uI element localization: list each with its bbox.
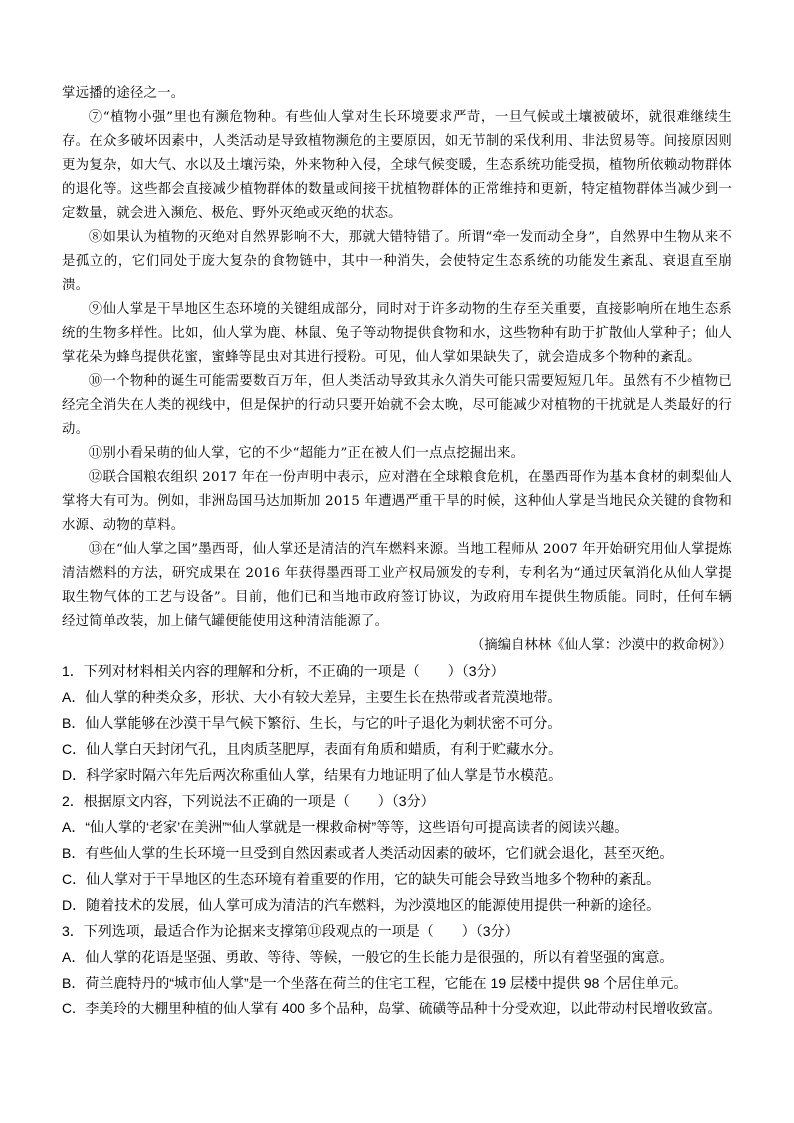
- option-a: A．“仙人掌的‘老家’在美洲”“仙人掌就是一棵救命树”等等，这些语句可提高读者的阅读兴趣。: [62, 819, 629, 835]
- option-b: B．荷兰鹿特丹的“城市仙人掌”是一个坐落在荷兰的住宅工程，它能在 19 层楼中提供 98 个居住单元。: [62, 975, 688, 991]
- question-list: [62, 658, 732, 1022]
- option-d: D．科学家时隔六年先后两次称重仙人掌，结果有力地证明了仙人掌是节水模范。: [62, 767, 563, 783]
- option-c: C．李美玲的大棚里种植的仙人掌有 400 多个品种，岛掌、硫磺等品种十分受欢迎，以此带动村民增收致富。: [62, 1001, 722, 1016]
- option-c: C．仙人掌对于干旱地区的生态环境有着重要的作用，它的缺失可能会导致当地多个物种的紊乱。: [62, 871, 661, 887]
- option-b: B．仙人掌能够在沙漠干旱气候下繁衍、生长，与它的叶子退化为刺状密不可分。: [62, 715, 562, 731]
- question-1: [62, 658, 732, 788]
- option-a: A．仙人掌的花语是坚强、勇敢、等待、等候，一般它的生长能力是很强的，所以有着坚强的寓意。: [62, 949, 674, 965]
- question-stem: 2．根据原文内容，下列说法不正确的一项是（ ）（3分）: [62, 793, 435, 809]
- reading-passage: [62, 82, 732, 634]
- option-d: D．随着技术的发展，仙人掌可成为清洁的汽车燃料，为沙漠地区的能源使用提供一种新的途径。: [62, 897, 661, 913]
- paragraph-10: ⑩一个物种的诞生可能需要数百万年，但人类活动导致其永久消失可能只需要短短几年。虽然有不少植物已经完全消失在人类的视线中，但是保护的行动只要开始就不会太晚，尽可能减少对植物的干扰就是人类最好的行动。: [62, 374, 732, 437]
- paragraph-intro-tail: 掌远播的途径之一。: [62, 86, 185, 101]
- paragraph-8: ⑧如果认为植物的灭绝对自然界影响不大，那就大错特错了。所谓“牵一发而动全身”，自然界中生物从来不是孤立的，它们同处于庞大复杂的食物链中，其中一种消失，会使特定生态系统的功能发生紊乱、衰退直至崩溃。: [62, 230, 732, 293]
- option-b: B．有些仙人掌的生长环境一旦受到自然因素或者人类活动因素的破坏，它们就会退化，甚至灭绝。: [62, 845, 674, 861]
- option-c: C．仙人掌白天封闭气孔，且肉质茎肥厚，表面有角质和蜡质，有利于贮藏水分。: [62, 741, 563, 757]
- paragraph-11: ⑪别小看呆萌的仙人掌，它的不少“超能力”正在被人们一点点挖掘出来。: [88, 446, 525, 461]
- question-3: [62, 918, 732, 1022]
- document-content: [62, 82, 732, 1022]
- paragraph-12: ⑫联合国粮农组织 2017 年在一份声明中表示，应对潜在全球粮食危机，在墨西哥作为基本食材的刺梨仙人掌将大有可为。例如，非洲岛国马达加斯加 2015 年遭遇严重干旱的时候，这种仙人掌是当地民众关键的食物和水源、动物的草料。: [62, 470, 732, 533]
- paragraph-7: ⑦“植物小强”里也有濒危物种。有些仙人掌对生长环境要求严苛，一旦气候或土壤被破坏，就很难继续生存。在众多破坏因素中，人类活动是导致植物濒危的主要原因，如无节制的采伐利用、非法贸易等。间接原因则更为复杂，如大气、水以及土壤污染，外来物种入侵，全球气候变暖，生态系统功能受损，植物所依赖动物群体的退化等。这些都会直接减少植物群体的数量或间接干扰植物群体的正常维持和更新，特定植物群体当减少到一定数量，就会进入濒危、极危、野外灭绝或灭绝的状态。: [62, 110, 732, 221]
- paragraph-9: ⑨仙人掌是干旱地区生态环境的关键组成部分，同时对于许多动物的生存至关重要，直接影响所在地生态系统的生物多样性。比如，仙人掌为鹿、林鼠、兔子等动物提供食物和水，这些物种有助于扩散仙人掌种子；仙人掌花朵为蜂鸟提供花蜜，蜜蜂等昆虫对其进行授粉。可见，仙人掌如果缺失了，就会造成多个物种的紊乱。: [62, 302, 732, 365]
- question-stem: 3．下列选项，最适合作为论据来支撑第⑪段观点的一项是（ ）（3分）: [62, 923, 519, 939]
- question-2: [62, 788, 732, 918]
- source-citation: （摘编自林林《仙人掌：沙漠中的救命树》）: [470, 638, 732, 653]
- option-a: A．仙人掌的种类众多，形状、大小有较大差异，主要生长在热带或者荒漠地带。: [62, 689, 562, 705]
- question-stem: 1．下列对材料相关内容的理解和分析，不正确的一项是（ ）（3分）: [62, 663, 505, 679]
- paragraph-13: ⑬在“仙人掌之国”墨西哥，仙人掌还是清洁的汽车燃料来源。当地工程师从 2007 年开始研究用仙人掌提炼清洁燃料的方法，研究成果在 2016 年获得墨西哥工业产权局颁发的专利，专利名为“通过厌氧消化从仙人掌提取生物气体的工艺与设备”。目前，他们已和当地市政府签订协议，为政府用车提供生物质能。同时，任何车辆经过简单改装，加上储气罐便能使用这种清洁能源了。: [62, 542, 732, 629]
